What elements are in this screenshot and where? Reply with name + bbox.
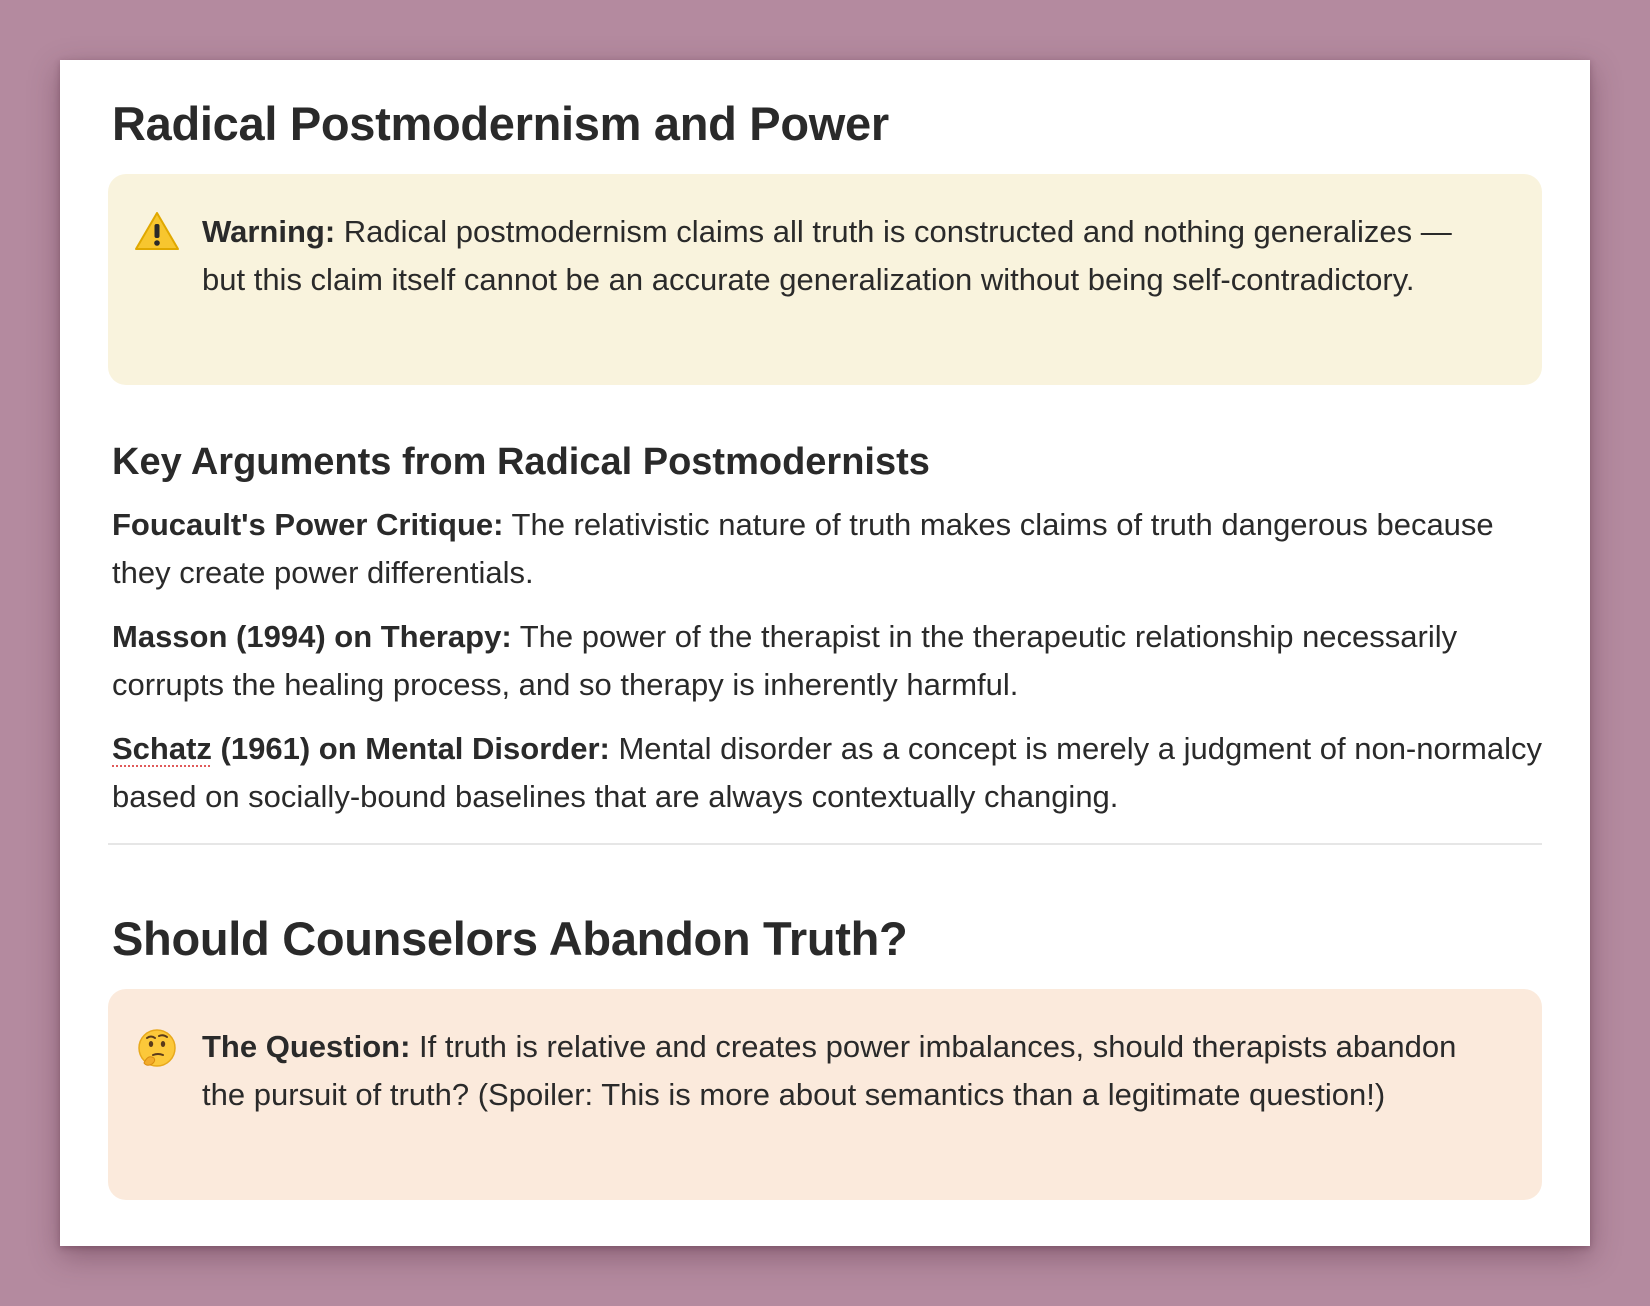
spellcheck-word[interactable]: Schatz: [112, 731, 212, 766]
warning-label: Warning:: [202, 214, 336, 249]
argument-masson: [108, 613, 1542, 709]
warning-body: Radical postmodernism claims all truth is constructed and nothing generalizes — but this claim itself cannot be an accurate generalization without being self-contradictory.: [202, 214, 1452, 297]
document-page: [60, 60, 1590, 1246]
warning-icon: [134, 211, 180, 251]
warning-callout: [108, 174, 1542, 385]
thinking-face-icon: [136, 1028, 178, 1070]
question-text: [202, 1023, 1502, 1119]
question-label: The Question:: [202, 1029, 411, 1064]
section-divider: [108, 843, 1542, 845]
argument-label: Schatz (1961) on Mental Disorder:: [112, 731, 610, 766]
warning-text: [202, 208, 1502, 304]
question-body: If truth is relative and creates power imbalances, should therapists abandon the pursuit of truth? (Spoiler: This is more about semantics than a legitimate question!): [202, 1029, 1457, 1112]
argument-label: Masson (1994) on Therapy:: [112, 619, 512, 654]
argument-label: Foucault's Power Critique:: [112, 507, 504, 542]
argument-schatz: [108, 725, 1542, 821]
section-title-2: Should Counselors Abandon Truth?: [112, 912, 908, 965]
section-title: Radical Postmodernism and Power: [112, 97, 889, 150]
argument-text: Mental disorder as a concept is merely a judgment of non-normalcy based on socially-bound baselines that are always contextually changing.: [112, 731, 1543, 814]
argument-foucault: [108, 501, 1542, 597]
argument-text: The power of the therapist in the therapeutic relationship necessarily corrupts the healing process, and so therapy is inherently harmful.: [112, 619, 1458, 702]
argument-text: The relativistic nature of truth makes claims of truth dangerous because they create power differentials.: [112, 507, 1494, 590]
key-arguments-heading: Key Arguments from Radical Postmodernists: [112, 441, 930, 483]
question-callout: [108, 989, 1542, 1200]
